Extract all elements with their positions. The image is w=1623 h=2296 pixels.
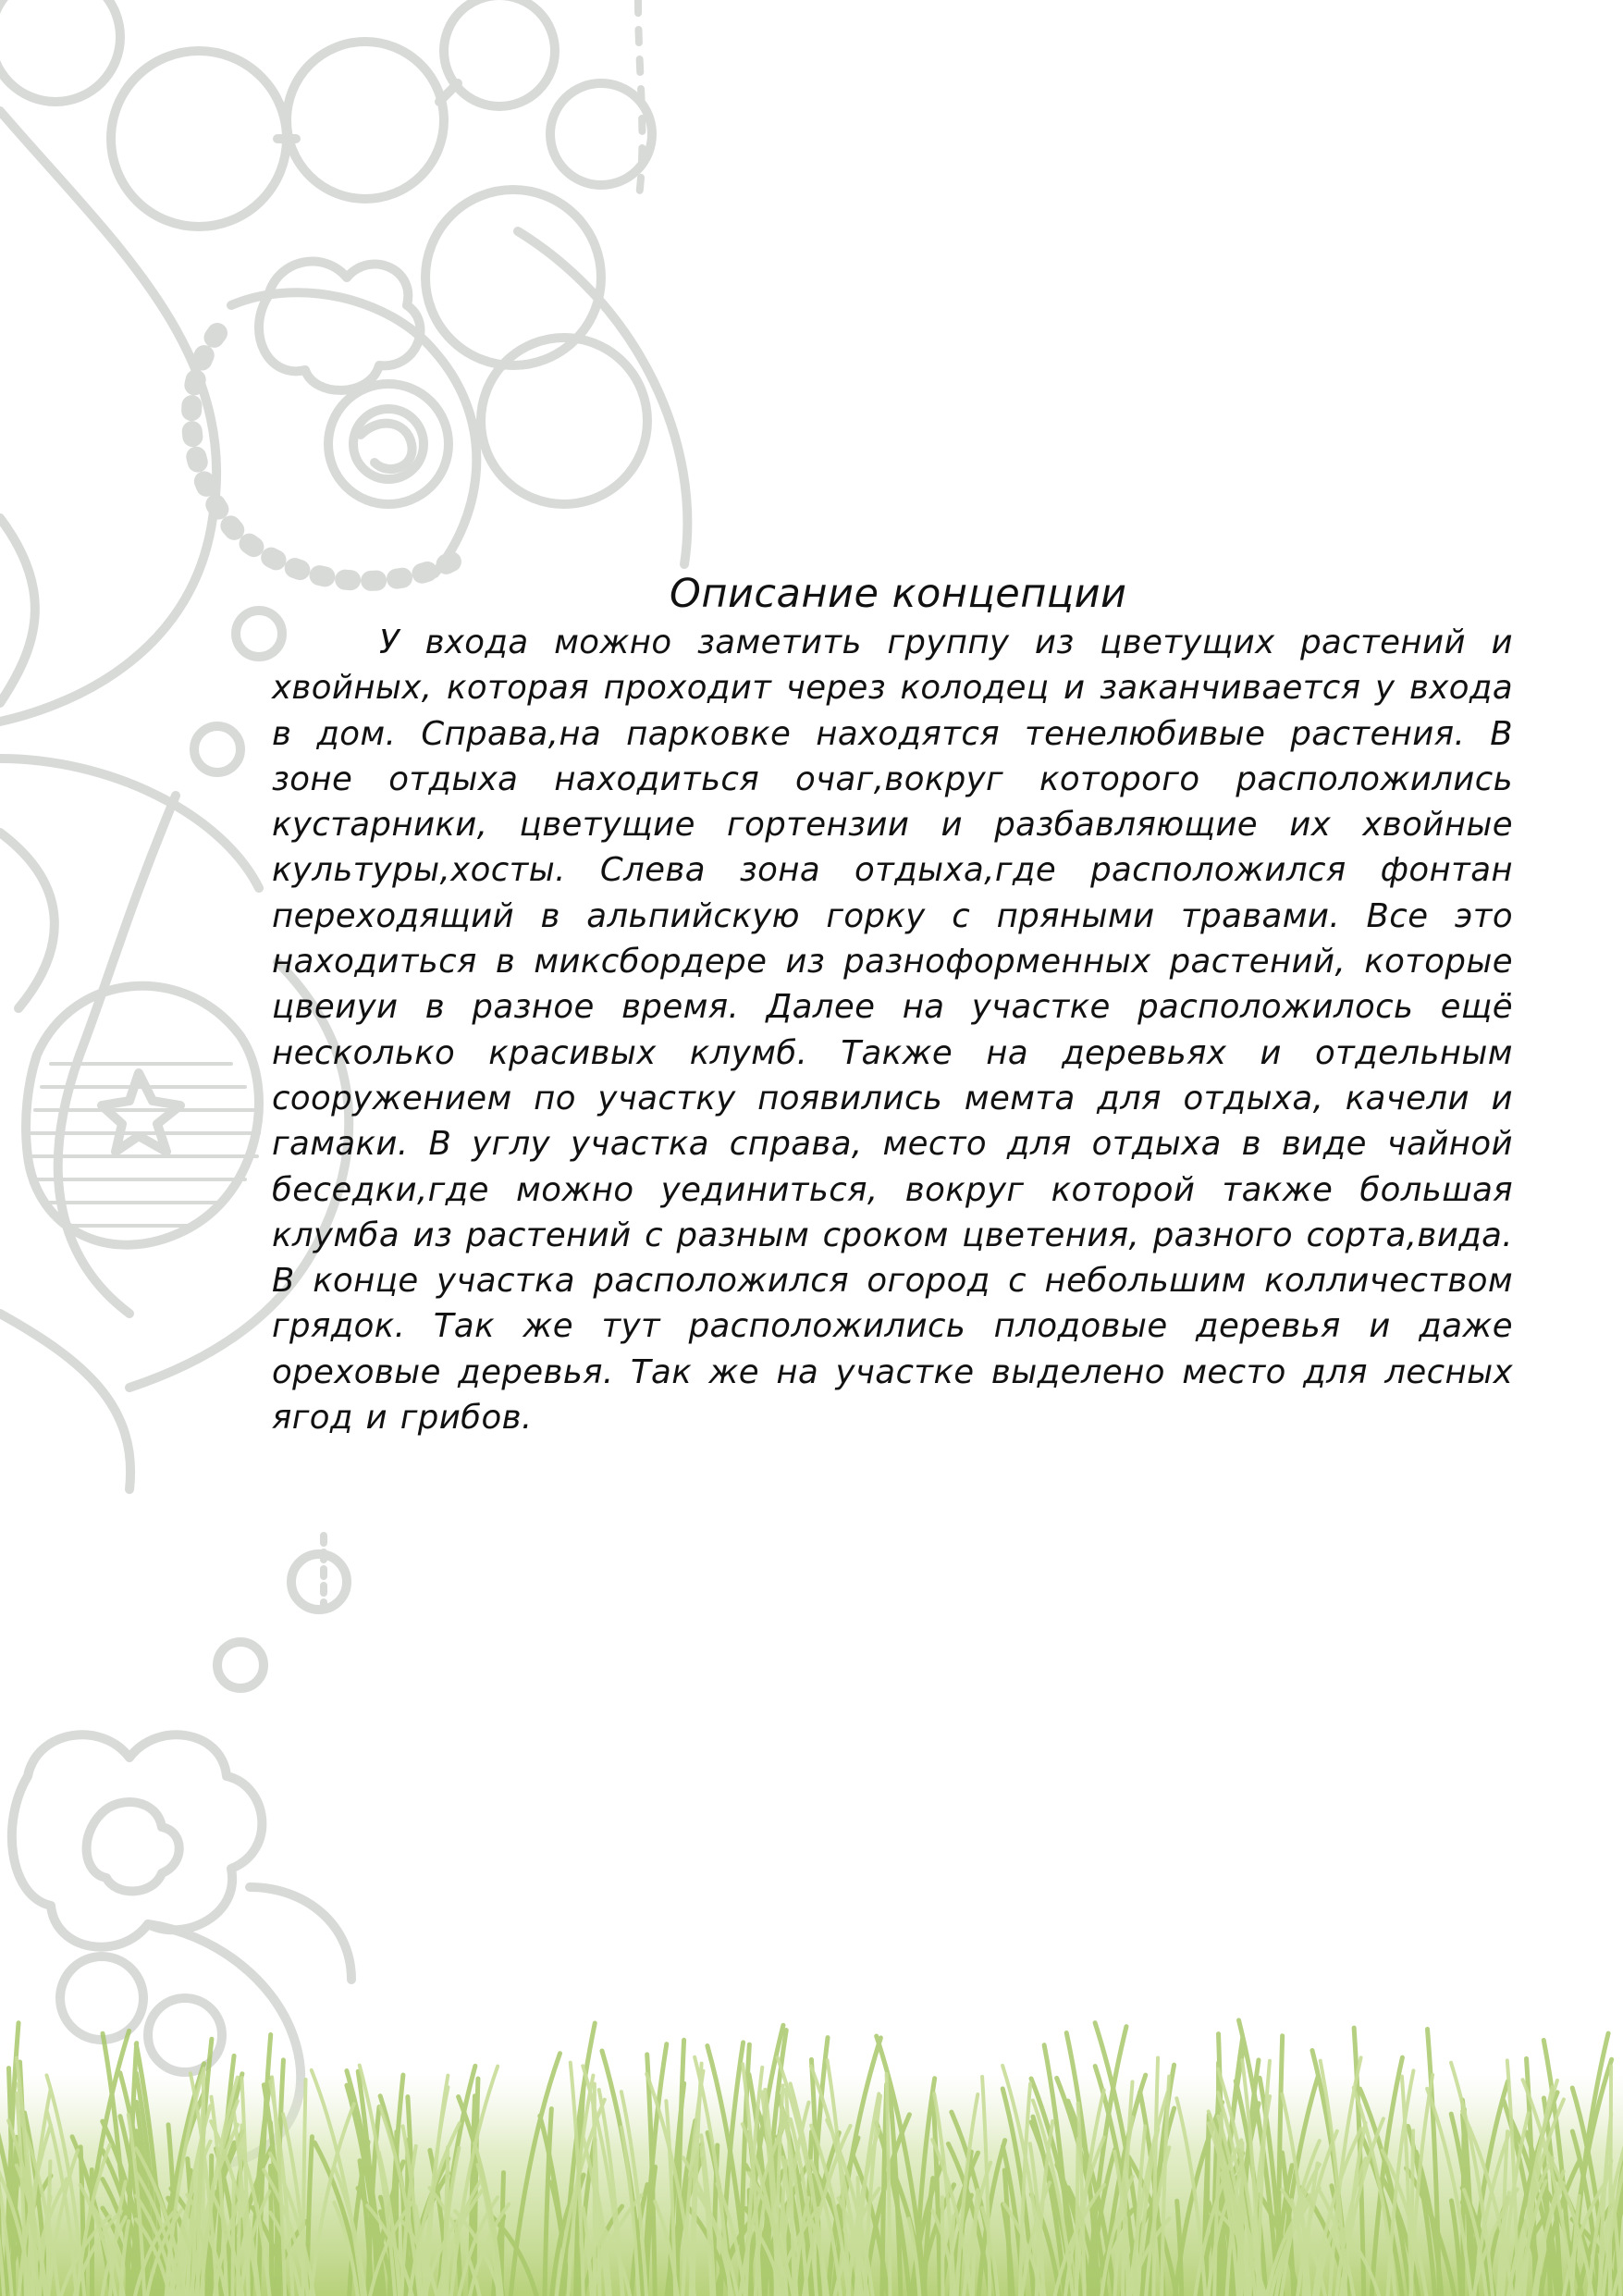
document-body-paragraph: У входа можно заметить группу из цветущих растений и хвойных, которая проходит через колодец и заканчивается у входа в дом. Справа,на парковке находятся тенелюбивые растения. В зоне отдыха находиться очаг,вокруг которого расположились кустарники, цветущие гортензии и разбавляющие их хвойные культуры,хосты. Слева зона отдыха,где расположился фонтан переходящий в альпийскую горку с пряными травами. Все это находиться в миксбордере из разноформенных растений, которые цвеиуи в разное время. Далее на участке расположилось ещё несколько красивых клумб. Также на деревьях и отдельным сооружением по участку появились мемта для отдыха, качели и гамаки. В углу участка справа, место для отдыха в виде чайной беседки,где можно уединиться, вокруг которой также большая клумба из растений с разным сроком цветения, разного сорта,вида. В конце участка расположился огород с небольшим колличеством грядок. Так же тут расположились плодовые деревья и даже ореховые деревья. Так же на участке выделено место для лесных ягод и грибов. [272, 623, 1513, 1438]
document-title: Описание концепции [670, 571, 1127, 617]
grass-blade [233, 2181, 234, 2296]
grass-image [0, 1963, 1623, 2296]
grass-blade [1463, 2109, 1465, 2296]
grass-blade [1610, 2067, 1611, 2296]
